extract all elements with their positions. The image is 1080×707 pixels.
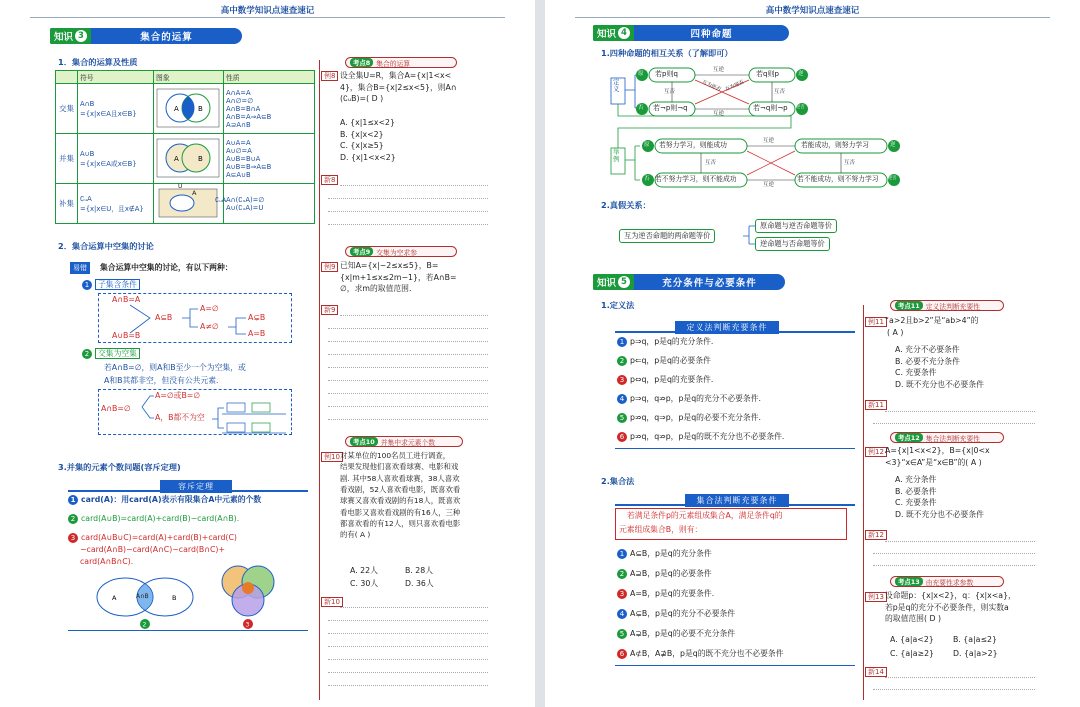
example-inverse: 若不努力学习，则不能成功 [655,175,737,183]
new8-marker: 新8 [321,175,338,185]
formula-3a: 3 card(A∪B∪C)=card(A)+card(B)+card(C) [68,532,237,544]
prop-contrapositive: 若¬q则¬p [753,104,788,112]
th-symbol: 符号 [78,71,154,84]
c1-e: A≠∅ [200,322,219,331]
d1-underline [615,331,855,333]
label-definition: 定义 [613,78,620,94]
ex13-opt-d: D. {a|a>2} [953,649,998,658]
d2-note2: 元素组成集合B，则有： [619,525,703,534]
answer-line [328,211,488,212]
banner-num: 3 [75,30,87,42]
th-graph: 图象 [154,71,224,84]
example-column-rule [319,60,320,700]
prop-original: 若p则q [655,70,678,78]
svg-text:A: A [174,104,179,113]
ex10-opt-b: B. 28人 [405,566,434,575]
answer-line [328,406,488,407]
answer-line [328,341,488,342]
svg-text:B: B [172,594,177,602]
note-tag: 易错 [70,262,90,274]
d2-item: 5 A⊋B，p是q的必要不充分条件 [617,628,735,640]
section-banner-k5 [593,274,785,290]
kp9-tag: 考点9 交集为空求参 [345,246,457,257]
venn-ca-label: ∁ᵤA [215,196,227,204]
rel-inverse: 互否 [664,89,676,95]
ex13-opt-a: A. {a|a<2} [890,635,934,644]
answer-line [340,607,488,608]
rel-inverse: 互否 [705,160,717,166]
answer-line [885,411,1035,412]
answer-line [873,423,1035,424]
rel-contrapositive: 互为逆否 [724,79,746,93]
d1-item: 5 p⇏q，q⇒p，p是q的必要不充分条件. [617,412,761,424]
d1-item: 4 p⇒q，q⇏p，p是q的充分不必要条件. [617,393,761,405]
heading-set-ops: 1．集合的运算及性质 [58,57,138,67]
example-column-rule [863,305,864,700]
label-example: 举例 [613,148,620,164]
kp12-tag: 考点12 集合法判断充要性 [890,432,1004,443]
new11-marker: 新11 [865,400,887,410]
d1-title: 定义法判断充要条件 [675,321,779,334]
answer-line [873,689,1035,690]
answer-line [328,419,488,420]
banner-tag: 知识 3 [50,28,91,44]
ex13-stem: 设命题p：{x|x<2}，q：{x|x<a}， 若p是q的充分不必要条件，则实数a 的取值范围( D ) [885,591,1016,624]
formula-2: 2 card(A∪B)=card(A)+card(B)−card(A∩B). [68,513,239,525]
banner-title: 充分条件与必要条件 [662,278,757,289]
ex9-marker: 例9 [321,262,338,272]
rel-inverse: 互否 [774,89,786,95]
badge-contrapositive: 逆否 [796,105,805,110]
kp8-tag: 考点8 集合的运算 [345,57,457,68]
heading-definition-method: 1.定义法 [601,300,635,310]
svg-text:A: A [112,594,117,602]
row-name: 交集 [56,84,78,134]
heading-empty-set: 2．集合运算中空集的讨论 [58,241,154,251]
venn-a-label: A [192,189,197,197]
ex8-marker: 例8 [321,71,338,81]
c1-c: A⊆B [155,313,173,322]
ex12-options: A. 充分条件 B. 必要条件 C. 充要条件 D. 既不充分也不必要条件 [895,475,984,520]
badge-inverse: 否 [644,176,650,182]
banner-title: 集合的运算 [140,32,193,43]
d1-item: 2 p⇐q，p是q的必要条件 [617,355,711,367]
ex10-opt-a: A. 22人 [350,566,378,575]
case2-label: 2 交集为空集 [82,348,140,360]
example-original: 若努力学习，则能成功 [659,141,727,149]
rel-inverse: 互否 [844,160,856,166]
d1-item: 6 p⇏q，q⇏p，p是q的既不充分也不必要条件. [617,431,784,443]
banner-title: 四种命题 [690,29,733,40]
case1-label: 1 子集含条件 [82,279,140,291]
d1-item: 3 p⇔q，p是q的充要条件. [617,374,713,386]
banner-num: 4 [618,27,630,39]
ex8-options: A. {x|1≤x<2} B. {x|x<2} C. {x|x≥5} D. {x|1<x<2} [340,118,396,163]
answer-line [328,380,488,381]
c1-a: A∩B=A [112,295,141,304]
rel-contrapositive: 互为逆否 [700,79,722,93]
th-props: 性质 [224,71,315,84]
svg-text:B: B [198,104,203,113]
answer-line [328,328,488,329]
ex13-marker: 例13 [865,592,887,602]
d1-item: 1 p⇒q，p是q的充分条件. [617,336,713,348]
rel-converse: 互逆 [763,182,775,188]
d2-item: 6 A⊄B，A⊉B，p是q的既不充分也不必要条件 [617,648,783,660]
heading-inclusion-exclusion: 3.并集的元素个数问题(容斥定理) [58,462,181,472]
answer-line [885,677,1035,678]
c1-b: A∪B=B [112,331,141,340]
page-header: 高中数学知识点速查速记 [765,6,860,16]
ex10-opt-d: D. 36人 [405,579,434,588]
row-name: 补集 [56,184,78,224]
ex10-stem: 对某单位的100名员工进行调查， 结果发现他们喜欢看球赛、电影和戏 剧. 其中58人喜欢看球赛，38人喜欢 看戏剧，52人喜欢看电影，既喜欢看 球赛又喜欢看戏剧的有18人，既喜欢 看电影又喜欢看戏剧的有16人，三种 都喜欢看的有12人，则只喜欢看电影 的有( A ) [340,451,461,540]
badge-original: 原 [644,142,650,148]
rel-converse: 互逆 [763,138,775,144]
c2-a: A∩B=∅ [101,404,131,413]
c1-d: A=∅ [200,304,219,313]
ex11-marker: 例11 [865,317,887,327]
ex11-options: A. 充分不必要条件 B. 必要不充分条件 C. 充要条件 D. 既不充分也不必要条件 [895,345,984,390]
svg-text:A: A [174,154,179,163]
c2-c: A，B都不为空 [155,413,205,422]
banner-num: 5 [618,276,630,288]
row-props: A∪A=A A∪∅=A A∪B=B∪A A∪B=B⇒A⊆B A⊆A∪B [224,134,315,184]
answer-line [328,620,488,621]
ex13-opt-c: C. {a|a≥2} [890,649,934,658]
kp11-tag: 考点11 定义法判断充要性 [890,300,1004,311]
kp10-tag: 考点10 并集中求元素个数 [345,436,463,447]
answer-line [328,633,488,634]
heading-truth: 2.真假关系： [601,200,651,210]
d1-bottom [615,448,855,449]
answer-line [328,685,488,686]
d2-item: 3 A=B，p是q的充要条件. [617,588,714,600]
d2-underline [615,504,855,506]
answer-line [328,672,488,673]
badge-inverse: 否 [638,105,644,111]
d2-item: 4 A⊊B，p是q的充分不必要条件 [617,608,735,620]
formula-3b: −card(A∩B)−card(A∩C)−card(B∩C)+ [80,545,226,554]
answer-line [328,198,488,199]
answer-line [340,185,488,186]
row-symbol: ∁ᵤA ={x|x∈U，且x∉A} [78,184,154,224]
answer-line [340,315,488,316]
c2-text1: 若A∩B=∅，则A和B至少一个为空集，或 [104,363,246,372]
truth-1: 原命题与逆否命题等价 [755,219,837,233]
venn-u-label: U [178,183,183,190]
row-props: A∩A=A A∩∅=∅ A∩B=B∩A A∩B=A⇒A⊆B A⊇A∩B [224,84,315,134]
prop-inverse: 若¬p则¬q [653,104,688,112]
ex13-opt-b: B. {a|a≤2} [953,635,997,644]
c1-f: A⊊B [248,313,266,322]
example-contrapositive: 若不能成功，则不努力学习 [797,175,879,183]
ex8-stem: 设全集U=R，集合A={x|1<x< 4}，集合B={x|2≤x<5}，则A∩ (∁ᵤB)=( D ) [340,71,457,104]
rel-converse: 互逆 [713,111,725,117]
right-page [545,0,1080,707]
rel-converse: 互逆 [713,67,725,73]
truth-2: 逆命题与否命题等价 [755,237,830,251]
ex12-stem: A={x|1<x<2}，B={x|0<x <3}“x∈A”是“x∈B”的( A ) [885,446,990,467]
formula-3c: card(A∩B∩C). [80,557,134,566]
answer-line [885,541,1035,542]
formula-1: 1 card(A)：用card(A)表示有限集合A中元素的个数 [68,494,261,506]
svg-text:B: B [198,154,203,163]
left-page [0,0,535,707]
new9-marker: 新9 [321,305,338,315]
kp13-tag: 考点13 由充要性求参数 [890,576,1004,587]
banner-tag: 知识 4 [593,25,634,41]
heading-set-method: 2.集合法 [601,476,635,486]
banner-tag: 知识 5 [593,274,634,290]
heading-four-propositions: 1.四种命题的相互关系（了解即可） [601,48,733,58]
answer-line [328,393,488,394]
badge-converse: 逆 [890,142,896,148]
answer-line [328,354,488,355]
badge-original: 原 [638,71,644,77]
answer-line [328,646,488,647]
note-text: 集合运算中空集的讨论，有以下两种： [100,263,233,272]
truth-main: 互为逆否命题的两命题等价 [619,229,715,243]
venn-ab-label: A∩B [136,593,149,600]
answer-line [873,553,1035,554]
row-symbol: A∪B ={x|x∈A或x∈B} [78,134,154,184]
answer-line [328,367,488,368]
ex11-stem: “a>2且b>2”是“ab>4”的 ( A ) [885,316,979,337]
badge-contrapositive: 逆否 [888,176,897,181]
row-name: 并集 [56,134,78,184]
c2-text2: A和B其都非空，但没有公共元素. [104,376,219,385]
d2-bottom [615,665,855,666]
page-header: 高中数学知识点速查速记 [220,6,315,16]
d2-item: 1 A⊆B，p是q的充分条件 [617,548,712,560]
row-props: A∩(∁ᵤA)=∅ A∪(∁ᵤA)=U [224,184,315,224]
d2-note1: 若满足条件p的元素组成集合A，满足条件q的 [627,511,783,520]
row-symbol: A∩B ={x|x∈A且x∈B} [78,84,154,134]
new12-marker: 新12 [865,530,887,540]
new13-marker: 新14 [865,667,887,677]
rc-bottom [68,630,308,631]
ex9-stem: 已知A={x|−2≤x≤5}，B= {x|m+1≤x≤2m−1}，若A∩B= ∅，求m的取值范围. [340,261,457,294]
svg-text:3: 3 [245,621,250,629]
ex10-opt-c: C. 30人 [350,579,379,588]
d2-item: 2 A⊇B，p是q的必要条件 [617,568,712,580]
ex10-marker: 例10 [321,452,343,462]
answer-line [328,224,488,225]
example-converse: 若能成功，则努力学习 [801,141,869,149]
ex12-marker: 例12 [865,447,887,457]
new10-marker: 新10 [321,597,343,607]
badge-converse: 逆 [798,71,804,77]
answer-line [873,565,1035,566]
svg-text:2: 2 [142,621,147,629]
c2-b: A=∅或B=∅ [155,391,201,400]
d2-title: 集合法判断充要条件 [685,494,789,507]
prop-converse: 若q则p [756,70,779,78]
answer-line [328,659,488,660]
rc-title: 容斥定理 [160,480,232,493]
c1-g: A=B [248,329,266,338]
